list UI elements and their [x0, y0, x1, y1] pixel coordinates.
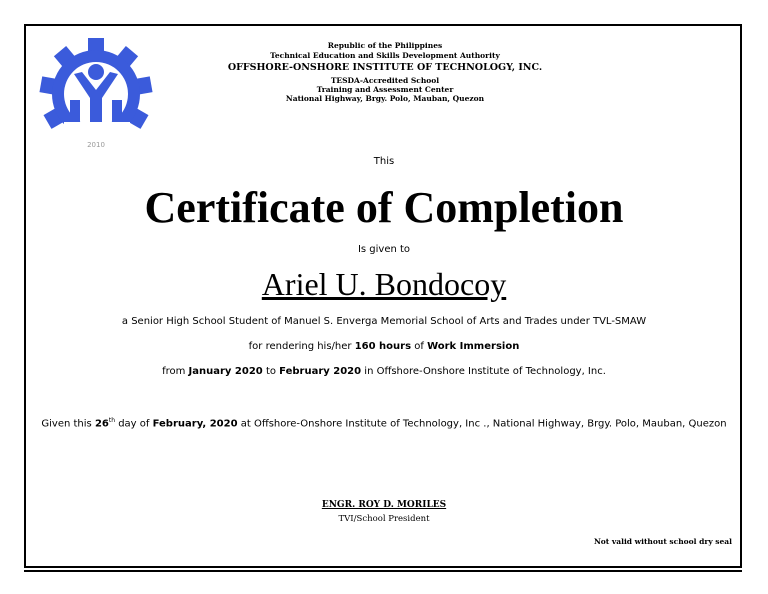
certificate-title: Certificate of Completion — [144, 183, 624, 232]
start-date: January 2020 — [188, 366, 263, 377]
header-center: Training and Assessment Center — [316, 85, 454, 94]
signatory-position: TVI/School President — [338, 514, 430, 524]
recipient-name: Ariel U. Bondocoy — [261, 266, 507, 302]
logo-year: 2010 — [87, 141, 105, 149]
hours-value: 160 hours — [354, 341, 412, 352]
given-to-label: Is given to — [357, 244, 411, 255]
given-statement: Given this 26th day of February, 2020 at Offshore-Onshore Institute of Technology, Inc ., National Highway, Brgy. Polo, Mauban, Quezon — [41, 417, 727, 430]
this-label: This — [373, 156, 395, 167]
header-address: National Highway, Brgy. Polo, Mauban, Quezon — [285, 94, 485, 103]
header-accreditation: TESDA-Accredited School — [330, 76, 440, 85]
description-line-2: for rendering his/her 160 hours of Work Immersion — [248, 341, 520, 352]
tesda-logo — [34, 38, 160, 150]
header-country: Republic of the Philippines — [327, 41, 443, 50]
signatory-name: ENGR. ROY D. MORILES — [321, 500, 447, 510]
dry-seal-note: Not valid without school dry seal — [593, 537, 732, 546]
end-date: February 2020 — [279, 366, 362, 377]
description-line-3: from January 2020 to February 2020 in Offshore-Onshore Institute of Technology, Inc. — [162, 366, 606, 377]
header-institute: OFFSHORE-ONSHORE INSTITUTE OF TECHNOLOGY, INC. — [227, 62, 543, 73]
header-agency: Technical Education and Skills Development Authority — [270, 51, 500, 60]
activity-value: Work Immersion — [427, 341, 520, 352]
given-date: February, 2020 — [152, 418, 238, 430]
description-line-1: a Senior High School Student of Manuel S. Enverga Memorial School of Arts and Trades under TVL-SMAW — [121, 316, 647, 327]
given-day: 26 — [94, 418, 109, 430]
